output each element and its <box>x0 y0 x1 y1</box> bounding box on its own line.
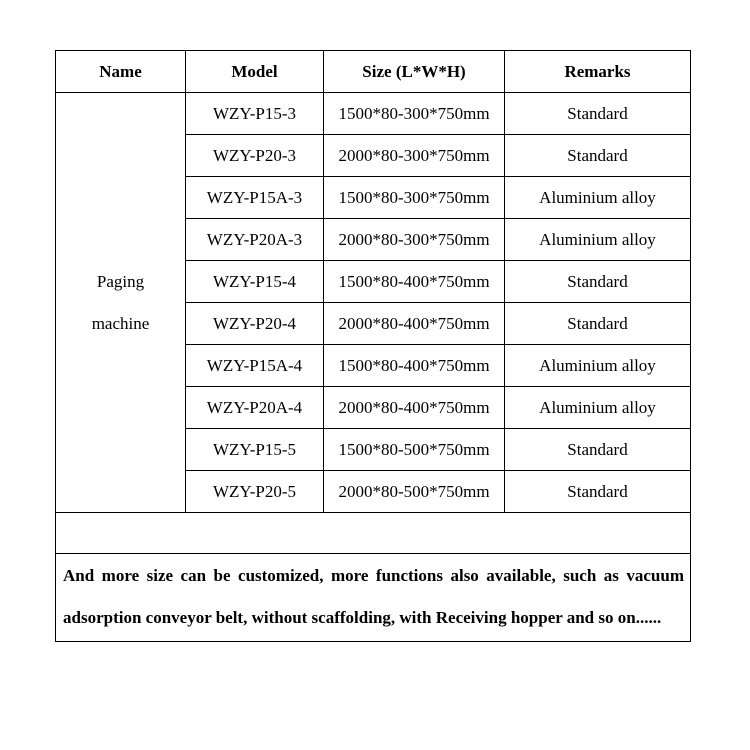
model-cell: WZY-P20-3 <box>186 135 324 177</box>
model-cell: WZY-P20A-3 <box>186 219 324 261</box>
header-name: Name <box>56 51 186 93</box>
model-cell: WZY-P15-3 <box>186 93 324 135</box>
remarks-cell: Aluminium alloy <box>505 387 691 429</box>
size-cell: 2000*80-400*750mm <box>324 303 505 345</box>
size-cell: 1500*80-300*750mm <box>324 93 505 135</box>
remarks-cell: Standard <box>505 303 691 345</box>
size-cell: 1500*80-300*750mm <box>324 177 505 219</box>
header-remarks: Remarks <box>505 51 691 93</box>
header-size: Size (L*W*H) <box>324 51 505 93</box>
note-text: And more size can be customized, more functions also available, such as vacuum adsorption conveyor belt, without scaffolding, with Receiving hopper and so on...... <box>56 554 691 642</box>
size-cell: 1500*80-400*750mm <box>324 345 505 387</box>
table-row <box>56 93 691 135</box>
product-spec-table <box>55 50 691 642</box>
size-cell: 1500*80-500*750mm <box>324 429 505 471</box>
remarks-cell: Standard <box>505 471 691 513</box>
model-cell: WZY-P15A-4 <box>186 345 324 387</box>
remarks-cell: Aluminium alloy <box>505 177 691 219</box>
remarks-cell: Aluminium alloy <box>505 345 691 387</box>
product-name-line-2: machine <box>91 313 150 333</box>
size-cell: 1500*80-400*750mm <box>324 261 505 303</box>
model-cell: WZY-P15-4 <box>186 261 324 303</box>
model-cell: WZY-P15A-3 <box>186 177 324 219</box>
remarks-cell: Standard <box>505 135 691 177</box>
remarks-cell: Standard <box>505 93 691 135</box>
remarks-cell: Aluminium alloy <box>505 219 691 261</box>
model-cell: WZY-P20-4 <box>186 303 324 345</box>
model-cell: WZY-P20-5 <box>186 471 324 513</box>
size-cell: 2000*80-500*750mm <box>324 471 505 513</box>
header-model: Model <box>186 51 324 93</box>
empty-row <box>56 513 691 554</box>
product-name-line-1: Paging <box>96 271 145 291</box>
model-cell: WZY-P15-5 <box>186 429 324 471</box>
remarks-cell: Standard <box>505 261 691 303</box>
remarks-cell: Standard <box>505 429 691 471</box>
size-cell: 2000*80-300*750mm <box>324 219 505 261</box>
product-name-cell <box>56 93 186 513</box>
size-cell: 2000*80-400*750mm <box>324 387 505 429</box>
empty-cell <box>56 513 691 554</box>
model-cell: WZY-P20A-4 <box>186 387 324 429</box>
header-row <box>56 51 691 93</box>
note-row <box>56 554 691 642</box>
size-cell: 2000*80-300*750mm <box>324 135 505 177</box>
